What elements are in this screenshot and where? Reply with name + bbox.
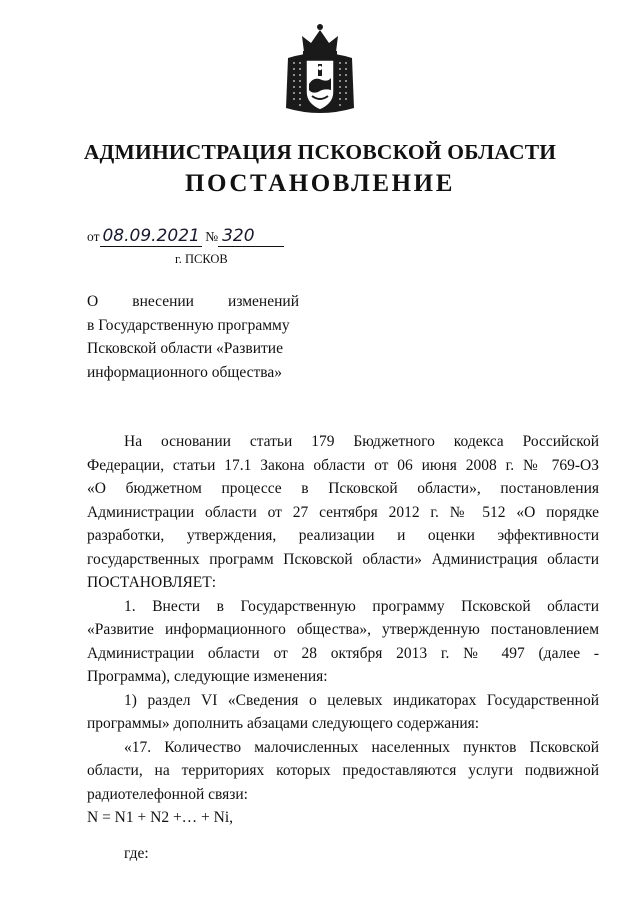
subject-word: внесении xyxy=(132,293,194,310)
document-number: 320 xyxy=(222,226,255,246)
subject-line: Псковской области «Развитие xyxy=(87,340,283,357)
document-subject xyxy=(87,290,299,384)
body-line: программы» дополнить абзацами следующего содержания: xyxy=(87,715,480,732)
document-city: г. ПСКОВ xyxy=(175,252,228,266)
body-line: Федерации, статьи 17.1 Закона области от 06 июня 2008 г. № 769-ОЗ xyxy=(87,456,599,474)
body-line: радиотелефонной связи: xyxy=(87,785,248,803)
body-line: 1) раздел VI «Сведения о целевых индикаторах Государственной xyxy=(124,691,599,709)
body-line: Администрации области от 28 октября 2013 г. № 497 (далее - xyxy=(87,644,599,662)
subject-word: О xyxy=(87,293,99,310)
organization-name: АДМИНИСТРАЦИЯ ПСКОВСКОЙ ОБЛАСТИ xyxy=(83,140,557,164)
body-line: «17. Количество малочисленных населенных пунктов Псковской xyxy=(124,738,599,756)
body-line: «О бюджетном процессе в Псковской области», постановления xyxy=(87,480,599,497)
document-meta xyxy=(87,226,284,247)
formula: N = N1 + N2 +… + Ni, xyxy=(87,809,234,826)
number-prefix: № xyxy=(205,229,219,244)
body-line: 1. Внести в Государственную программу Псковской области xyxy=(124,597,599,615)
subject-line: информационного общества» xyxy=(87,363,282,381)
body-line: разработки, утверждения, реализации и оценки эффективности xyxy=(87,527,599,544)
subject-word: изменений xyxy=(228,293,299,310)
document-date: 08.09.2021 xyxy=(102,226,200,246)
body-line: «Развитие информационного общества», утвержденную постановлением xyxy=(87,621,599,638)
subject-line: в Государственную программу xyxy=(87,316,290,334)
body-line: области, на территориях которых предоставляются услуги подвижной xyxy=(87,762,599,779)
body-line: Программа), следующие изменения: xyxy=(87,668,328,685)
decree-word: ПОСТАНОВЛЯЕТ: xyxy=(87,574,217,591)
where-label: где: xyxy=(124,844,149,862)
coat-of-arms-emblem xyxy=(278,22,362,118)
document-body xyxy=(87,430,599,865)
document-title: ПОСТАНОВЛЕНИЕ xyxy=(184,170,456,197)
body-line: На основании статьи 179 Бюджетного кодекса Российской xyxy=(124,433,599,450)
body-line: государственных программ Псковской области» Администрация области xyxy=(87,550,599,568)
body-line: Администрации области от 27 сентября 2012 г. № 512 «О порядке xyxy=(87,503,599,521)
date-prefix: от xyxy=(87,229,100,244)
